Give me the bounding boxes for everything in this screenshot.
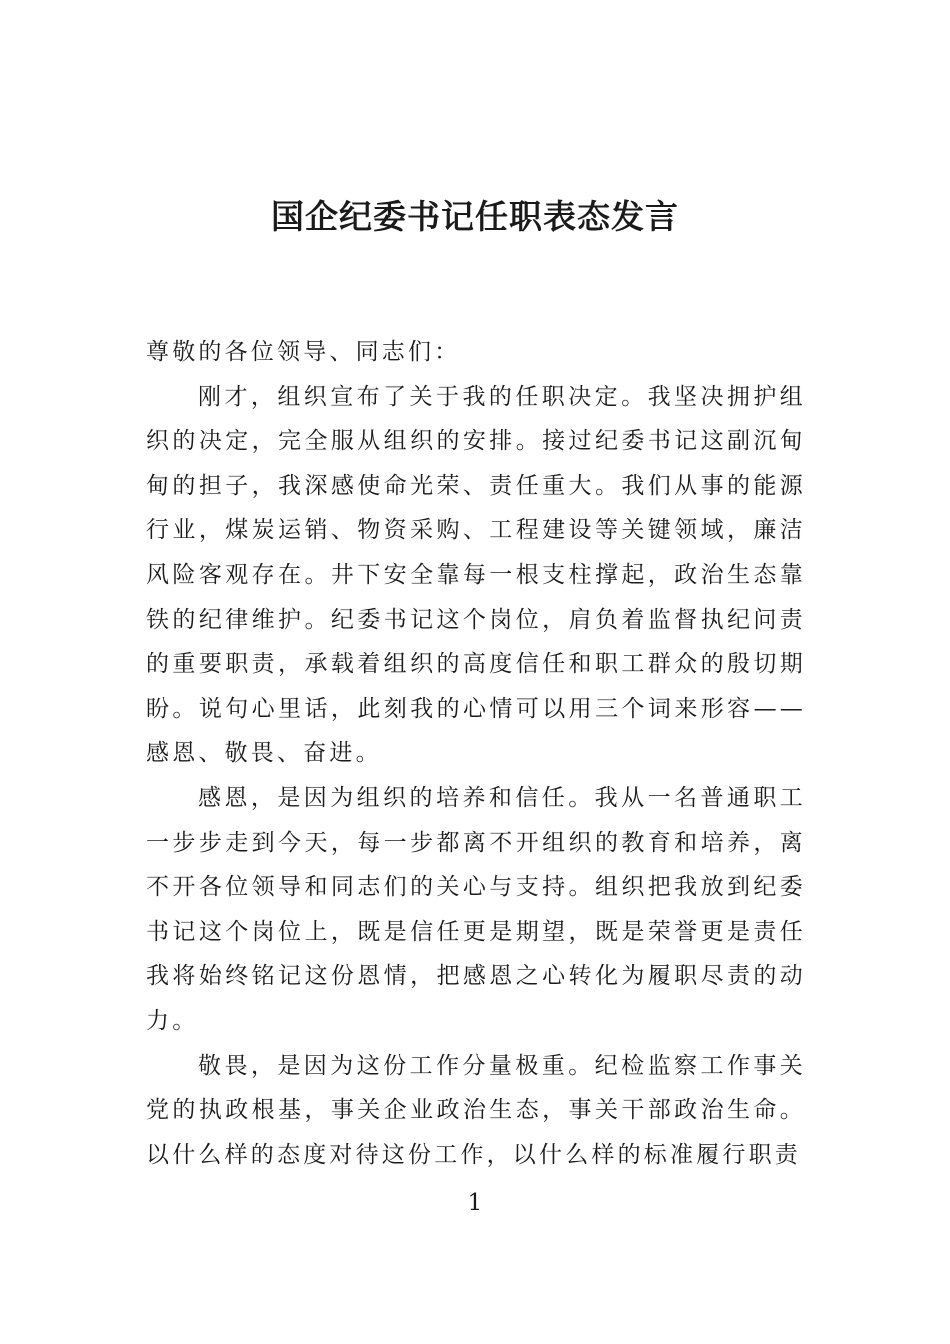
paragraph-2: 感恩，是因为组织的培养和信任。我从一名普通职工一步步走到今天，每一步都离不开组织的教育和培养，离不开各位领导和同志们的关心与支持。组织把我放到纪委书记这个岗位上，既是信任更是期望，既是荣誉更是责任我将始终铭记这份恩情，把感恩之心转化为履职尽责的动力。 xyxy=(146,784,806,1034)
salutation: 尊敬的各位领导、同志们： xyxy=(146,339,461,365)
paragraph-1: 刚才，组织宣布了关于我的任职决定。我坚决拥护组织的决定，完全服从组织的安排。接过纪委书记这副沉甸甸的担子，我深感使命光荣、责任重大。我们从事的能源行业，煤炭运销、物资采购、工程建设等关键领域，廉洁风险客观存在。井下安全靠每一根支柱撑起，政治生态靠铁的纪律维护。纪委书记这个岗位，肩负着监督执纪问责的重要职责，承载着组织的高度信任和职工群众的殷切期盼。说句心里话，此刻我的心情可以用三个词来形容——感恩、敬畏、奋进。 xyxy=(146,383,806,767)
page-number: 1 xyxy=(467,1190,483,1216)
document-title: 国企纪委书记任职表态发言 xyxy=(271,197,679,236)
paragraph-3: 敬畏，是因为这份工作分量极重。纪检监察工作事关党的执政根基，事关企业政治生态，事关干部政治生命。以什么样的态度对待这份工作，以什么样的标准履行职责 xyxy=(146,1052,806,1168)
document-body xyxy=(146,330,806,1177)
